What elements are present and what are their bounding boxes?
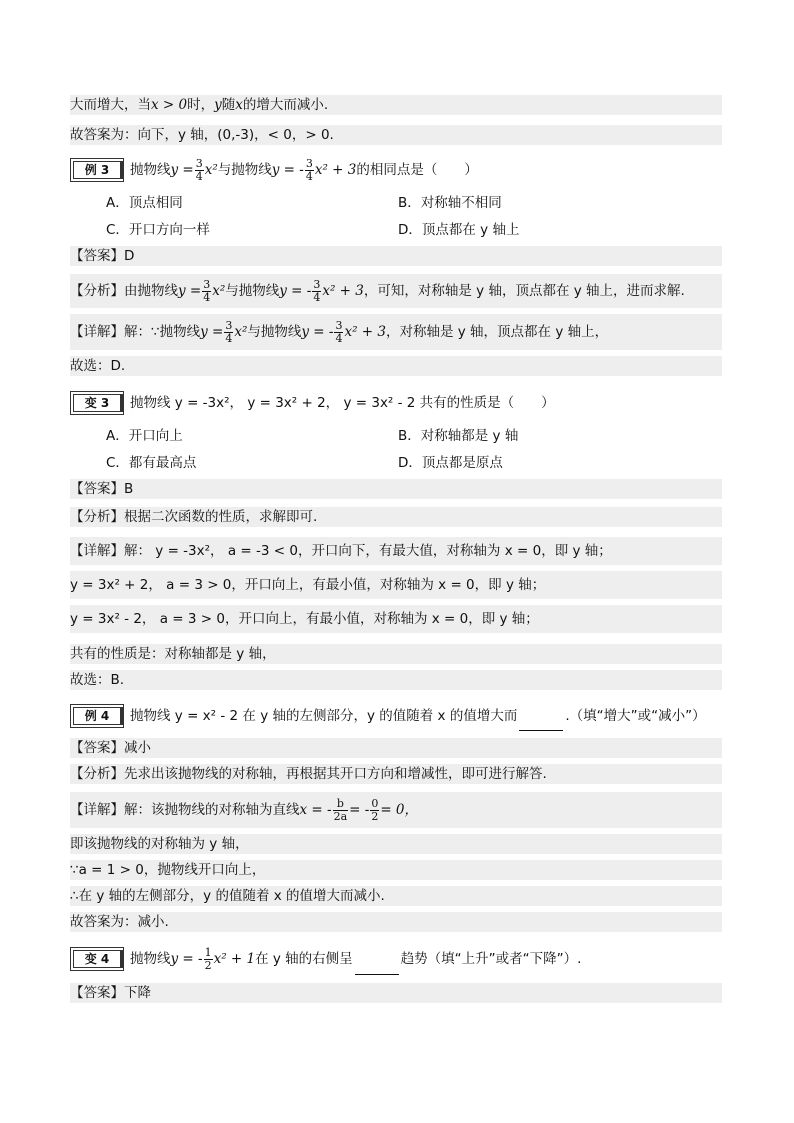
- math: x²: [212, 283, 226, 299]
- variant-3-question: [70, 388, 722, 418]
- math: y =: [178, 283, 202, 299]
- conclusion-line: 故选：D.: [70, 356, 722, 376]
- detail-line: [70, 792, 722, 828]
- detail-line: y = 3x² + 2， a = 3 > 0，开口向上，有最小值，对称轴为 x = 0，即 y 轴；: [70, 571, 722, 599]
- variant-3-label: 变 3: [70, 391, 124, 415]
- fraction: $\frac{3}{4}$: [195, 156, 203, 183]
- math: = -: [349, 802, 370, 818]
- example-3-label: 例 3: [70, 158, 124, 182]
- text: 与抛物线: [225, 283, 280, 299]
- variant-4-label: 变 4: [70, 947, 124, 971]
- option-d: D．顶点都是原点: [398, 455, 503, 471]
- fraction: $\frac{1}{2}$: [204, 945, 212, 972]
- text-line: ∴在 y 轴的左侧部分，y 的值随着 x 的值增大而减小.: [70, 886, 722, 906]
- math: x²: [234, 324, 248, 340]
- text: ，可知，对称轴是 y 轴，顶点都在 y 轴上，进而求解.: [363, 283, 685, 299]
- answer-line: 【答案】D: [70, 246, 722, 266]
- text: 时，: [187, 97, 215, 113]
- text: 抛物线: [130, 951, 171, 967]
- text: 的增大而减小.: [242, 97, 329, 113]
- math: x² + 3: [344, 324, 386, 340]
- text-line: 共有的性质是：对称轴都是 y 轴，: [70, 644, 722, 664]
- answer-line: 故答案为：向下，y 轴，(0,-3)，< 0，> 0.: [70, 125, 722, 145]
- math: y =: [200, 324, 224, 340]
- detail-line: [70, 314, 722, 350]
- math: x = -: [299, 802, 332, 818]
- fraction: $\frac{3}{4}$: [203, 277, 211, 304]
- answer-line: 【答案】B: [70, 479, 722, 499]
- math: y = -: [301, 324, 334, 340]
- conclusion-line: 故选：B.: [70, 670, 722, 690]
- text: 大而增大，当: [70, 97, 151, 113]
- answer-blank: [355, 960, 399, 975]
- math: x² + 3: [314, 162, 357, 178]
- analysis-line: 【分析】根据二次函数的性质，求解即可.: [70, 507, 722, 527]
- text: ，对称轴是 y 轴，顶点都在 y 轴上，: [385, 324, 609, 340]
- text: 与抛物线: [247, 324, 302, 340]
- text: 的相同点是（ ）: [356, 162, 478, 178]
- variant-4-question: [70, 943, 722, 975]
- text: 趋势（填“上升”或者“下降”）.: [400, 951, 582, 967]
- text: 【详解】解：该抛物线的对称轴为直线: [70, 802, 300, 818]
- conclusion-line: 故答案为：减小.: [70, 912, 722, 932]
- math: = 0，: [380, 802, 419, 818]
- text: 抛物线 y = -3x²， y = 3x² + 2， y = 3x² - 2 共有的性质是（ ）: [130, 395, 555, 411]
- answer-line: 【答案】减小: [70, 738, 722, 758]
- math: x²: [204, 162, 218, 178]
- text-line: [70, 95, 722, 115]
- fraction: $\frac{3}{4}$: [335, 318, 343, 345]
- example-3-question: [70, 155, 722, 185]
- text: 抛物线 y = x² - 2 在 y 轴的左侧部分，y 的值随着 x 的值增大而: [130, 708, 518, 724]
- text: 随: [221, 97, 236, 113]
- option-a: A．开口向上: [106, 428, 183, 444]
- option-a: A．顶点相同: [106, 195, 183, 211]
- math: x > 0: [151, 97, 188, 113]
- detail-line: 【详解】解： y = -3x²， a = -3 < 0，开口向下，有最大值，对称轴为 x = 0，即 y 轴；: [70, 537, 722, 565]
- fraction: $\frac{b}{2a}$: [333, 796, 348, 823]
- detail-line: y = 3x² - 2， a = 3 > 0，开口向上，有最小值，对称轴为 x = 0，即 y 轴；: [70, 605, 722, 633]
- text-line: ∵a = 1 > 0，抛物线开口向上，: [70, 860, 722, 880]
- example-4-label: 例 4: [70, 704, 124, 728]
- text: 【详解】解：∵抛物线: [70, 324, 201, 340]
- math: y = -: [170, 951, 203, 967]
- math: x² + 1: [213, 951, 256, 967]
- answer-blank: [519, 716, 563, 731]
- math: x² + 3: [322, 283, 364, 299]
- option-b: B．对称轴不相同: [398, 195, 502, 211]
- answer-line: 【答案】下降: [70, 983, 722, 1003]
- text: .（填“增大”或“减小”）: [565, 708, 706, 724]
- fraction: $\frac{3}{4}$: [313, 277, 321, 304]
- text: 在 y 轴的右侧呈: [255, 951, 353, 967]
- analysis-line: 【分析】先求出该抛物线的对称轴，再根据其开口方向和增减性，即可进行解答.: [70, 764, 722, 784]
- fraction: $\frac{3}{4}$: [305, 156, 313, 183]
- math: x: [235, 97, 243, 113]
- analysis-line: [70, 274, 722, 308]
- math: y =: [170, 162, 194, 178]
- option-d: D．顶点都在 y 轴上: [398, 222, 520, 238]
- math: y = -: [279, 283, 312, 299]
- text-line: 即该抛物线的对称轴为 y 轴，: [70, 834, 722, 854]
- option-c: C．开口方向一样: [106, 222, 210, 238]
- option-b: B．对称轴都是 y 轴: [398, 428, 519, 444]
- text: 【分析】由抛物线: [70, 283, 178, 299]
- example-4-question: [70, 701, 722, 731]
- math: y: [214, 97, 222, 113]
- fraction: $\frac{0}{2}$: [371, 796, 379, 823]
- text: 与抛物线: [217, 162, 272, 178]
- text: 抛物线: [130, 162, 171, 178]
- option-c: C．都有最高点: [106, 455, 197, 471]
- fraction: $\frac{3}{4}$: [225, 318, 233, 345]
- math: y = -: [271, 162, 304, 178]
